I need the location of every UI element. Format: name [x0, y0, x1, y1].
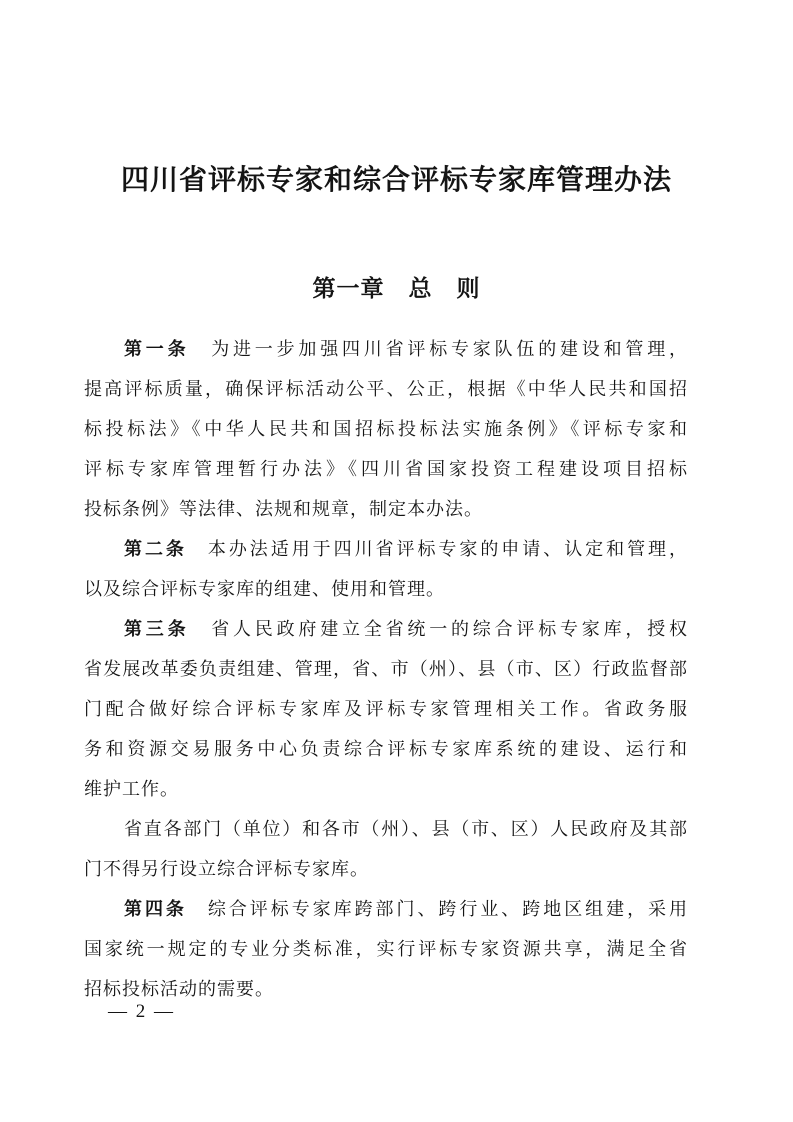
body-line-text: 门配合做好综合评标专家库及评标专家管理相关工作。省政务服 — [84, 699, 688, 719]
body-line-text: 提高评标质量，确保评标活动公平、公正，根据《中华人民共和国招 — [84, 379, 688, 399]
body-line-text: 省直各部门（单位）和各市（州）、县（市、区）人民政府及其部 — [124, 819, 688, 839]
body-line — [84, 369, 688, 409]
body-line — [84, 409, 688, 449]
body-line — [84, 769, 688, 809]
body-line — [84, 809, 688, 849]
body-line — [84, 489, 688, 529]
body-line-text: 维护工作。 — [84, 779, 179, 799]
body-line-text: 投标条例》等法律、法规和规章，制定本办法。 — [84, 499, 483, 519]
body-line-text: 省人民政府建立全省统一的综合评标专家库，授权 — [189, 619, 689, 639]
body-line-text: 务和资源交易服务中心负责综合评标专家库系统的建设、运行和 — [84, 739, 688, 759]
chapter-heading: 第一章 总 则 — [312, 276, 481, 301]
body-line — [84, 449, 688, 489]
article-number-label: 第二条 — [124, 539, 187, 559]
document-body — [84, 329, 688, 1009]
body-line-text: 本办法适用于四川省评标专家的申请、认定和管理， — [186, 539, 689, 559]
body-line — [84, 649, 688, 689]
body-line-text: 国家统一规定的专业分类标准，实行评标专家资源共享，满足全省 — [84, 939, 688, 959]
body-line — [84, 929, 688, 969]
body-line — [84, 609, 688, 649]
body-line — [84, 529, 688, 569]
body-line-text: 为进一步加强四川省评标专家队伍的建设和管理， — [189, 339, 689, 359]
page-title: 四川省评标专家和综合评标专家库管理办法 — [120, 165, 672, 196]
article-number-label: 第一条 — [124, 339, 190, 359]
body-line-text: 标投标法》《中华人民共和国招标投标法实施条例》《评标专家和 — [84, 419, 688, 439]
body-line-text: 综合评标专家库跨部门、跨行业、跨地区组建，采用 — [186, 899, 689, 919]
body-line — [84, 569, 688, 609]
body-line — [84, 849, 688, 889]
body-line — [84, 729, 688, 769]
body-line-text: 评标专家库管理暂行办法》《四川省国家投资工程建设项目招标 — [84, 459, 688, 479]
body-line-text: 招标投标活动的需要。 — [84, 979, 274, 999]
body-line-text: 以及综合评标专家库的组建、使用和管理。 — [84, 579, 445, 599]
body-line — [84, 889, 688, 929]
body-line — [84, 689, 688, 729]
page-number: — 2 — — [108, 1001, 175, 1022]
article-number-label: 第三条 — [124, 619, 190, 639]
article-number-label: 第四条 — [124, 899, 187, 919]
body-line — [84, 329, 688, 369]
body-line-text: 门不得另行设立综合评标专家库。 — [84, 859, 369, 879]
body-line-text: 省发展改革委负责组建、管理，省、市（州）、县（市、区）行政监督部 — [84, 659, 688, 679]
